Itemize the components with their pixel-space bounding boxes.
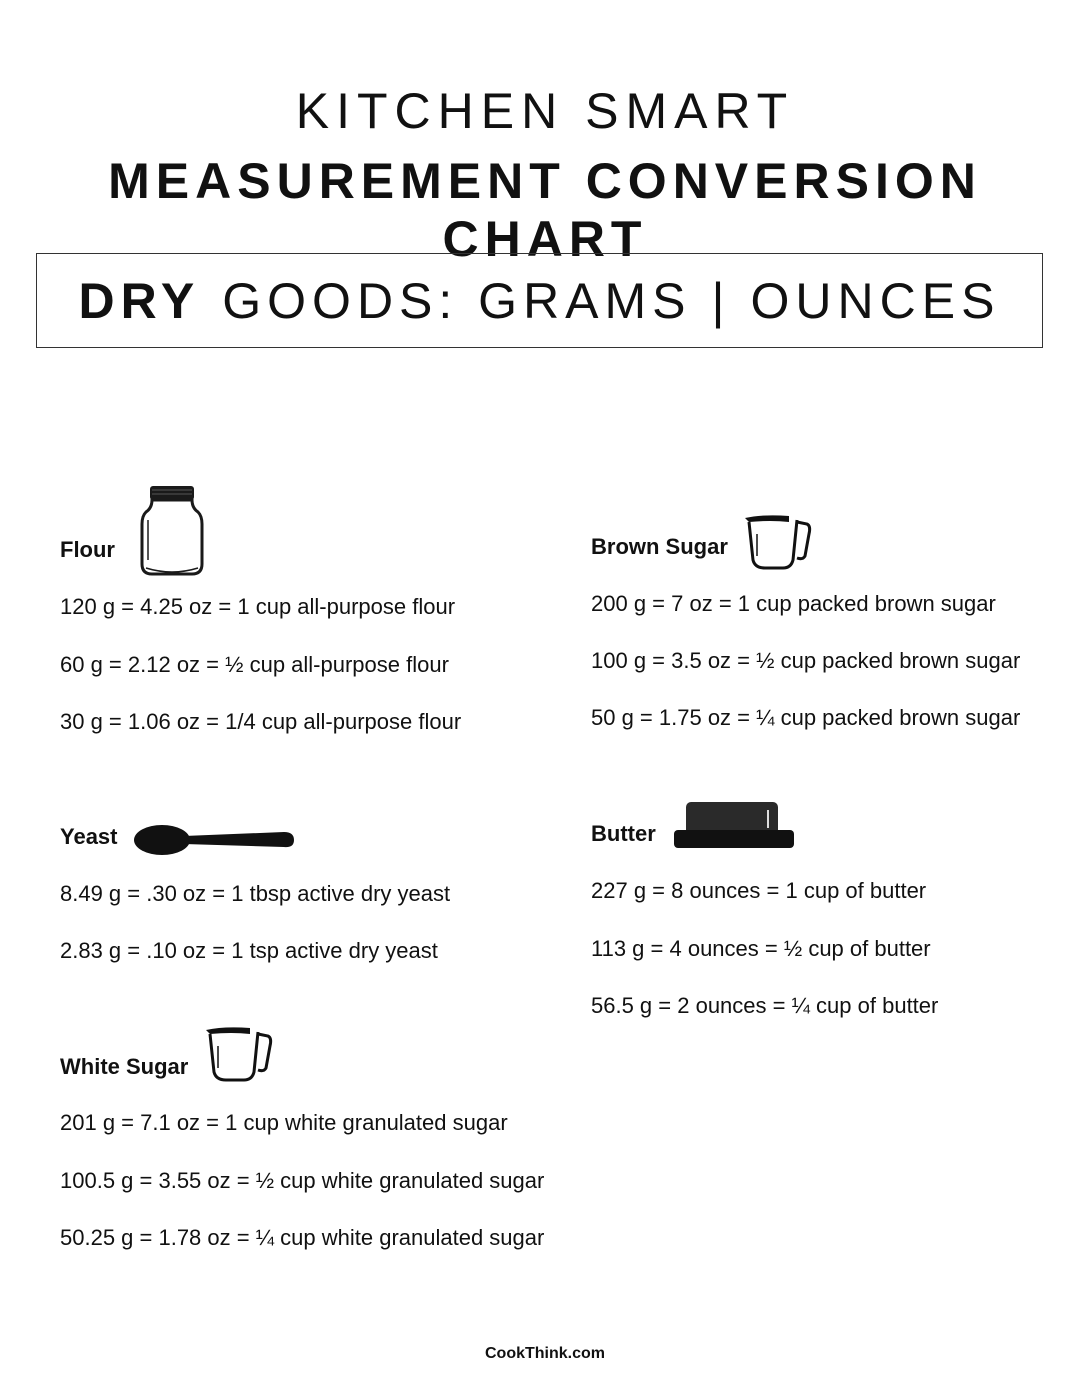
brown-sugar-line-1: 200 g = 7 oz = 1 cup packed brown sugar (591, 591, 996, 616)
yeast-section (60, 815, 560, 975)
flour-section (60, 480, 560, 750)
white-sugar-section (60, 1020, 580, 1260)
measuring-cup-icon (743, 512, 813, 570)
banner-separator: | (711, 272, 731, 329)
mason-jar-icon (140, 484, 204, 578)
banner-bold-word: DRY (78, 272, 201, 329)
butter-title: Butter (591, 821, 656, 846)
white-sugar-line-3: 50.25 g = 1.78 oz = ¼ cup white granulated sugar (60, 1225, 545, 1250)
brown-sugar-line-3: 50 g = 1.75 oz = ¼ cup packed brown sugar (591, 705, 1021, 730)
butter-dish-icon (672, 800, 796, 852)
flour-line-3: 30 g = 1.06 oz = 1/4 cup all-purpose flour (60, 709, 462, 734)
yeast-line-1: 8.49 g = .30 oz = 1 tbsp active dry yeast (60, 881, 451, 906)
flour-line-2: 60 g = 2.12 oz = ½ cup all-purpose flour (60, 652, 449, 677)
white-sugar-title: White Sugar (60, 1054, 189, 1079)
flour-line-1: 120 g = 4.25 oz = 1 cup all-purpose flour (60, 594, 456, 619)
butter-line-2: 113 g = 4 ounces = ½ cup of butter (591, 936, 931, 961)
chart-title: MEASUREMENT CONVERSION CHART (108, 153, 982, 267)
measuring-cup-icon (204, 1024, 274, 1082)
brown-sugar-section (591, 510, 1061, 750)
brown-sugar-line-2: 100 g = 3.5 oz = ½ cup packed brown sugar (591, 648, 1021, 673)
chart-subtitle: KITCHEN SMART (295, 83, 795, 139)
butter-line-3: 56.5 g = 2 ounces = ¼ cup of butter (591, 993, 939, 1018)
white-sugar-line-2: 100.5 g = 3.55 oz = ½ cup white granulated sugar (60, 1168, 545, 1193)
brown-sugar-title: Brown Sugar (591, 534, 728, 559)
flour-title: Flour (60, 537, 115, 562)
banner-text-left: GOODS: GRAMS (222, 272, 692, 329)
spoon-icon (134, 823, 296, 857)
yeast-line-2: 2.83 g = .10 oz = 1 tsp active dry yeast (60, 938, 438, 963)
white-sugar-line-1: 201 g = 7.1 oz = 1 cup white granulated sugar (60, 1110, 508, 1135)
section-banner (36, 253, 1043, 348)
butter-section (591, 800, 1061, 1030)
footer-site: CookThink.com (484, 1345, 605, 1362)
banner-text-right: OUNCES (750, 272, 1001, 329)
yeast-title: Yeast (60, 824, 118, 849)
butter-line-1: 227 g = 8 ounces = 1 cup of butter (591, 878, 927, 903)
